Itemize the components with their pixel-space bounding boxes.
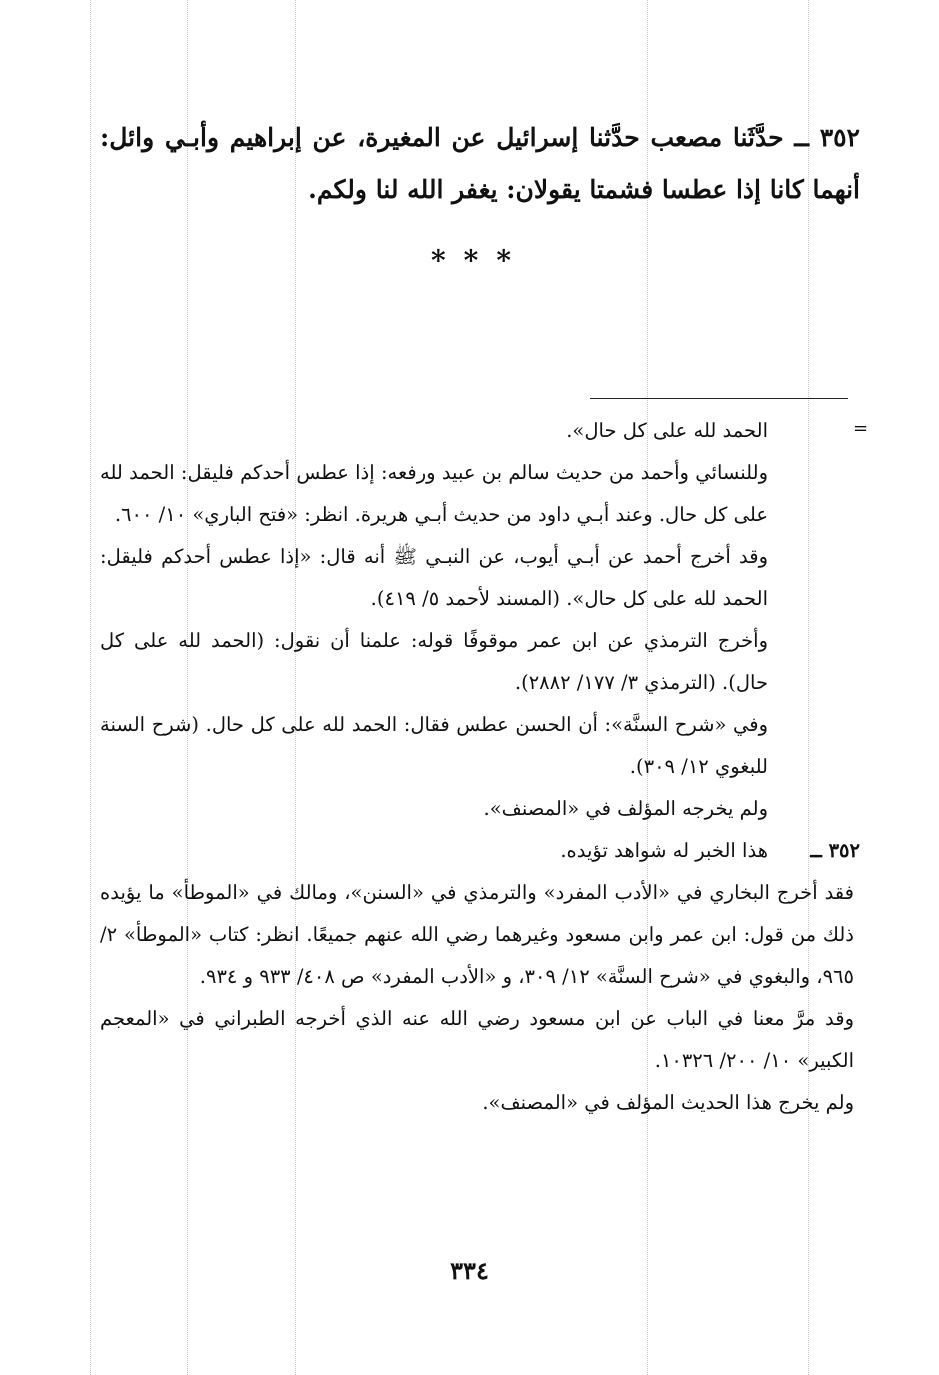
- section-separator: ***: [431, 244, 529, 277]
- footnote-rule: [590, 398, 848, 399]
- footnote-number: ٣٥٢ ــ: [810, 839, 860, 862]
- footnote-paragraph: وفي «شرح السنَّة»: أن الحسن عطس فقال: الحمد لله على كل حال. (شرح السنة للبغوي ١٢/ ٣٠٩).: [100, 713, 768, 778]
- scan-guide-line: [90, 0, 91, 1375]
- continuation-mark: =: [853, 418, 869, 439]
- footnote-intro: هذا الخبر له شواهد تؤيده.: [560, 839, 768, 862]
- footnote-paragraph: ولم يخرجه المؤلف في «المصنف».: [483, 797, 768, 820]
- footnotes: [100, 410, 860, 1124]
- footnote-line: الحمد لله على كل حال».: [566, 419, 768, 442]
- footnote-paragraph: وقد مرَّ معنا في الباب عن ابن مسعود رضي الله عنه الذي أخرجه الطبراني في «المعجم الكبير» ١٠/ ٢٠٠/ ١٠٣٢٦.: [100, 1007, 854, 1072]
- main-text: [100, 100, 860, 284]
- footnote-paragraph: فقد أخرج البخاري في «الأدب المفرد» والترمذي في «السنن»، ومالك في «الموطأ» ما يؤيده ذلك من قول: ابن عمر وابن مسعود وغيرهما رضي الله عنهم جميعًا. انظر: كتاب «الموطأ» ٢/ ٩٦٥، والبغوي في «شرح السنَّة» ١٢/ ٣٠٩، و «الأدب المفرد» ص ٤٠٨/ ٩٣٣ و ٩٣٤.: [100, 881, 854, 988]
- footnote-paragraph: وللنسائي وأحمد من حديث سالم بن عبيد ورفعه: إذا عطس أحدكم فليقل: الحمد لله على كل حال. وعند أبـي داود من حديث أبـي هريرة. انظر: «فتح الباري» ١٠/ ٦٠٠.: [100, 461, 768, 526]
- footnote-paragraph: ولم يخرج هذا الحديث المؤلف في «المصنف».: [482, 1091, 854, 1114]
- hadith-352: ٣٥٢ ــ حدَّثَنا مصعب حدَّثنا إسرائيل عن المغيرة، عن إبراهيم وأبـي وائل: أنهما كانا إذا عطسا فشمتا يقولان: يغفر الله لنا ولكم.: [100, 123, 860, 204]
- footnote-paragraph: وأخرج الترمذي عن ابن عمر موقوفًا قوله: علمنا أن نقول: (الحمد لله على كل حال). (الترمذي ٣/ ١٧٧/ ٢٨٨٢).: [100, 629, 768, 694]
- footnote-352: [100, 830, 860, 872]
- footnote-paragraph: وقد أخرج أحمد عن أبـي أيوب، عن النبـي ﷺ أنه قال: «إذا عطس أحدكم فليقل: الحمد لله على كل حال». (المسند لأحمد ٥/ ٤١٩).: [100, 545, 768, 610]
- page-number: ٣٣٤: [450, 1256, 489, 1285]
